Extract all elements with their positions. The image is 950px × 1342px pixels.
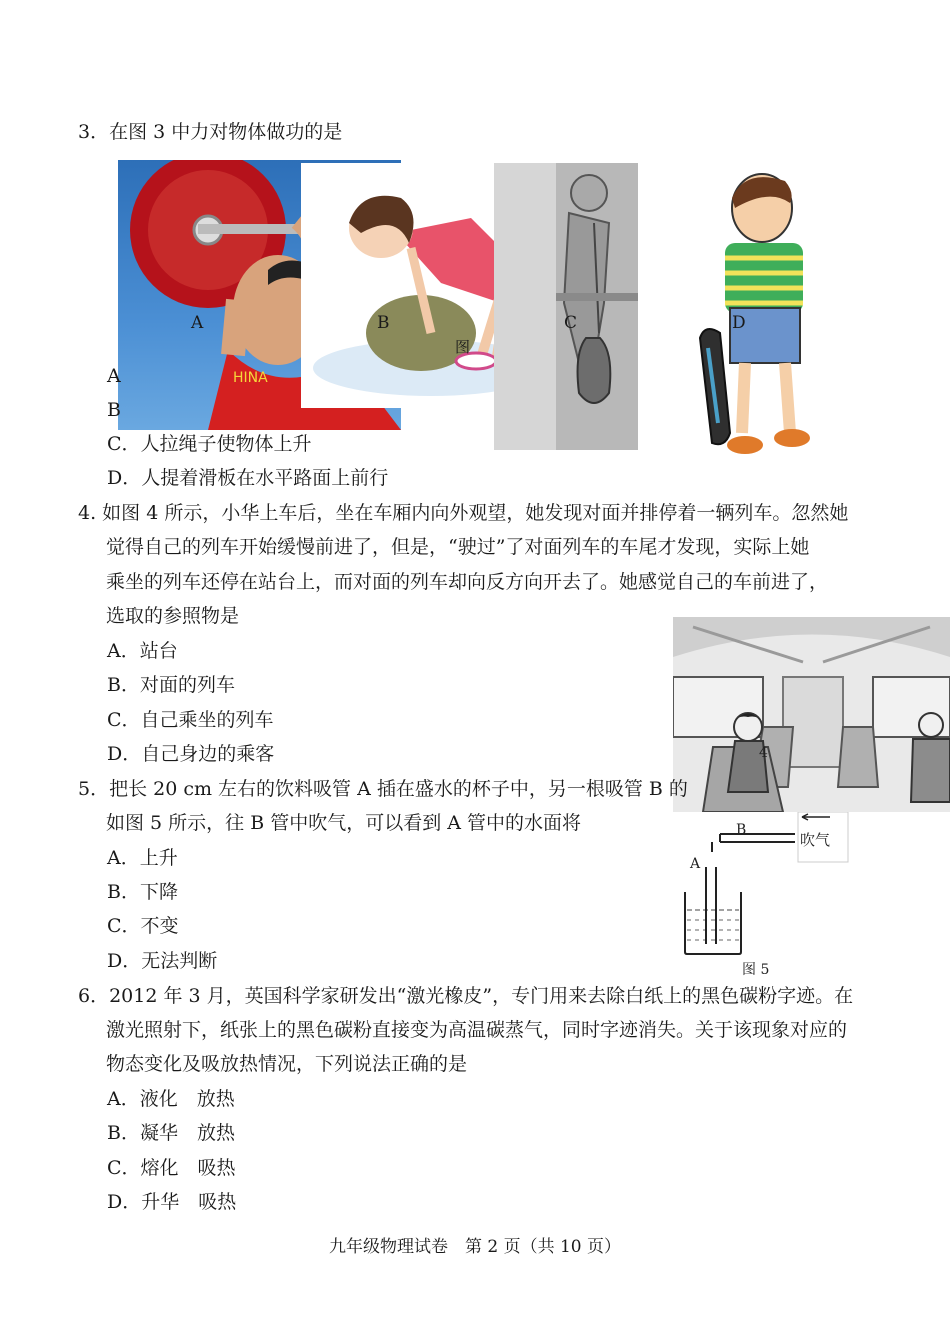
figure-d-boy-skateboard [690,163,820,473]
q4-line-2: 觉得自己的列车开始缓慢前进了，但是，“驶过”了对面列车的车尾才发现，实际上她 [106,536,810,558]
fig5-caption: 图 5 [742,962,770,978]
rope-pull-illustration [494,163,638,450]
q3-option-c: C．人拉绳子使物体上升 [107,433,312,455]
q4-option-a: A．站台 [107,640,178,662]
q4-line-4: 选取的参照物是 [106,605,240,627]
q6-option-b: B．凝华 放热 [107,1122,235,1144]
figure-5-straw-diagram [680,812,860,982]
q6-line-3: 物态变化及吸放热情况，下列说法正确的是 [106,1053,468,1075]
fig3-caption-fragment: 图 [455,338,471,356]
q4-option-c: C．自己乘坐的列车 [107,709,274,731]
q5-line-2: 如图 5 所示，往 B 管中吹气，可以看到 A 管中的水面将 [106,812,582,834]
q4-option-b: B．对面的列车 [107,674,235,696]
q4-line-3: 乘坐的列车还停在站台上，而对面的列车却向反方向开去了。她感觉自己的车前进了， [106,571,829,593]
q6-option-a: A．液化 放热 [107,1088,235,1110]
fig3-label-b: B [377,313,390,333]
q4-line-1: 4. 如图 4 所示，小华上车后，坐在车厢内向外观望，她发现对面并排停着一辆列车。忽然她 [78,502,849,524]
q5-line-1: 5．把长 20 cm 左右的饮料吸管 A 插在盛水的杯子中，另一根吸管 B 的 [78,778,688,800]
q3-stem: 3．在图 3 中力对物体做功的是 [78,121,343,143]
figure-4-train-interior [673,617,950,812]
figure-c-rope-pull [494,163,638,450]
q3-option-b: B [107,399,121,421]
q6-line-1: 6．2012 年 3 月，英国科学家研发出“激光橡皮”，专门用来去除白纸上的黑色碳粉字迹。在 [78,985,854,1007]
fig3-label-d: D [732,313,746,333]
fig5-label-blow: 吹气 [800,831,831,849]
q5-option-b: B．下降 [107,881,178,903]
svg-text:HINA: HINA [233,370,268,386]
page-footer: 九年级物理试卷 第 2 页（共 10 页） [328,1237,622,1257]
fig3-label-c: C [564,313,578,333]
train-interior-illustration [673,617,950,812]
fig4-fragment: 4 [759,745,768,761]
q6-line-2: 激光照射下，纸张上的黑色碳粉直接变为高温碳蒸气，同时字迹消失。关于该现象对应的 [106,1019,848,1041]
q3-option-a: A [107,365,121,387]
q6-option-c: C．熔化 吸热 [107,1157,236,1179]
q5-option-a: A．上升 [107,847,178,869]
q5-option-c: C．不变 [107,915,179,937]
fig5-label-b: B [736,822,747,838]
q5-option-d: D．无法判断 [107,950,218,972]
boy-skateboard-illustration [690,163,820,473]
q4-option-d: D．自己身边的乘客 [107,743,275,765]
q6-option-d: D．升华 吸热 [107,1191,237,1213]
fig5-label-a: A [690,856,701,872]
fig3-label-a: A [191,313,204,333]
q3-option-d: D．人提着滑板在水平路面上前行 [107,467,389,489]
